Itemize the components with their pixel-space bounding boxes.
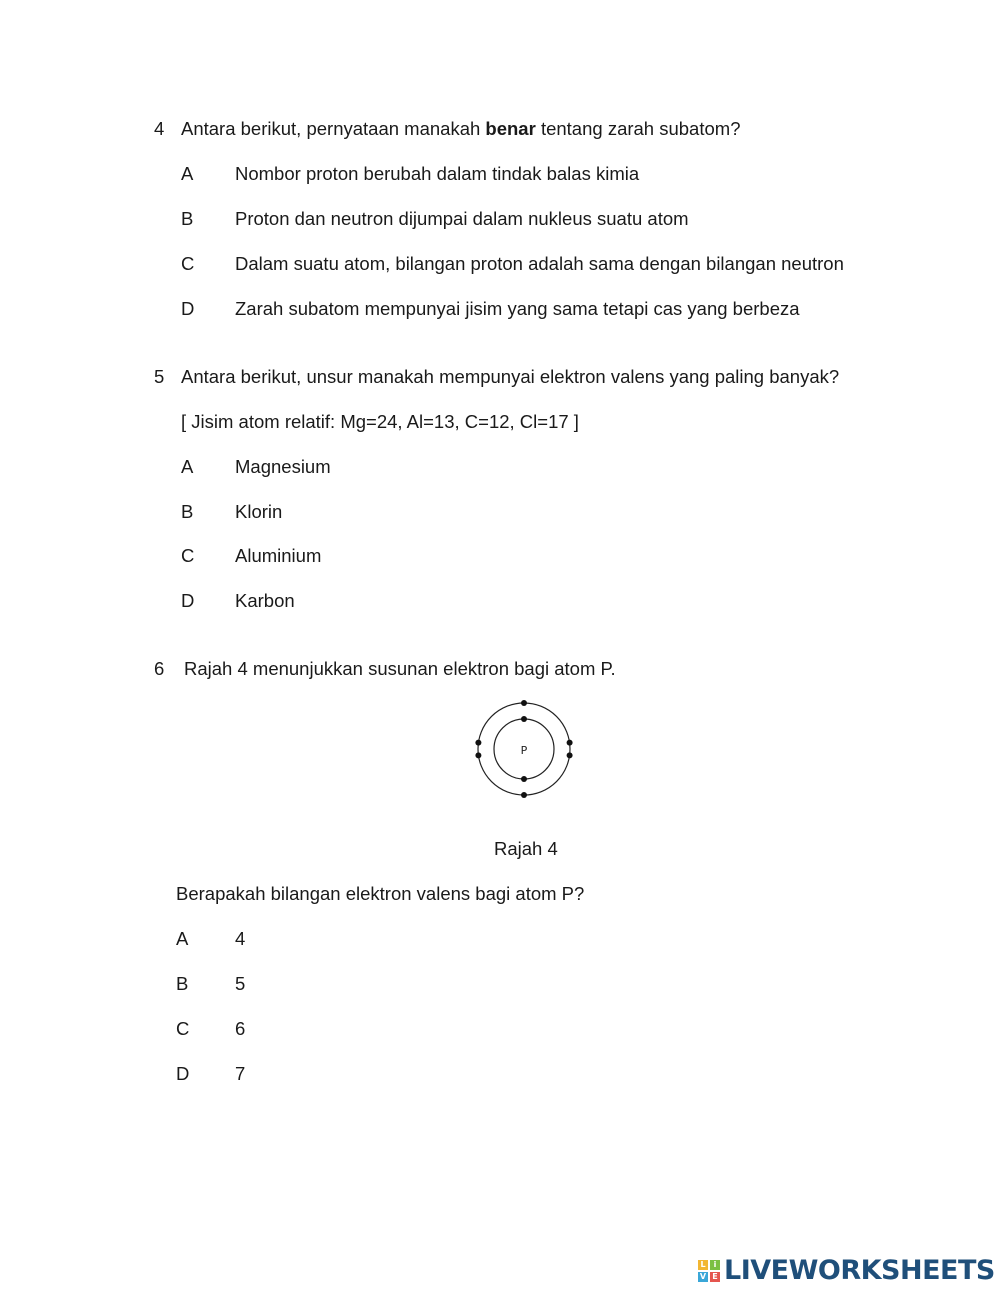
atom-p-diagram: [470, 698, 580, 802]
q5-option-d-text[interactable]: Karbon: [235, 590, 295, 611]
q6-option-d-letter[interactable]: D: [176, 1063, 190, 1084]
diagram-caption: Rajah 4: [494, 838, 558, 859]
q6-option-b-letter[interactable]: B: [176, 973, 189, 994]
q5-option-b-letter[interactable]: B: [181, 501, 194, 522]
q4-option-a-letter[interactable]: A: [181, 163, 194, 184]
q4-option-d-text[interactable]: Zarah subatom mempunyai jisim yang sama tetapi cas yang berbeza: [235, 298, 800, 319]
q4-option-b-text[interactable]: Proton dan neutron dijumpai dalam nukleus suatu atom: [235, 208, 689, 229]
outer-electron: [567, 740, 573, 746]
q5-option-a-text[interactable]: Magnesium: [235, 456, 331, 477]
q5-note: [ Jisim atom relatif: Mg=24, Al=13, C=12, Cl=17 ]: [181, 411, 579, 432]
q4-stem-after: tentang zarah subatom?: [535, 118, 741, 139]
q4-number: 4: [154, 118, 165, 139]
q5-number: 5: [154, 366, 165, 387]
q4-option-c-text[interactable]: Dalam suatu atom, bilangan proton adalah sama dengan bilangan neutron: [235, 253, 844, 274]
q4-stem-bold: benar: [485, 118, 536, 139]
q6-option-a-text[interactable]: 4: [235, 928, 246, 949]
inner-electron: [521, 716, 527, 722]
q4-stem-before: Antara berikut, pernyataan manakah: [181, 118, 486, 139]
outer-electron: [567, 752, 573, 758]
q4-stem: [181, 118, 740, 140]
q5-option-c-text[interactable]: Aluminium: [235, 545, 322, 566]
q4-option-d-letter[interactable]: D: [181, 298, 195, 319]
outer-electron: [475, 752, 481, 758]
q5-option-a-letter[interactable]: A: [181, 456, 194, 477]
logo-letter: L: [698, 1260, 708, 1270]
q6-option-d-text[interactable]: 7: [235, 1063, 246, 1084]
q6-question: Berapakah bilangan elektron valens bagi atom P?: [176, 883, 585, 904]
inner-electron: [521, 776, 527, 782]
q5-option-c-letter[interactable]: C: [181, 545, 195, 566]
q6-option-b-text[interactable]: 5: [235, 973, 246, 994]
logo-letter: i: [710, 1260, 720, 1270]
nucleus-label: P: [520, 744, 528, 757]
q5-option-d-letter[interactable]: D: [181, 590, 195, 611]
q6-number: 6: [154, 658, 165, 679]
q4-option-b-letter[interactable]: B: [181, 208, 194, 229]
q5-option-b-text[interactable]: Klorin: [235, 501, 283, 522]
logo-letter: V: [699, 1271, 707, 1281]
q4-option-a-text[interactable]: Nombor proton berubah dalam tindak balas kimia: [235, 163, 640, 184]
outer-electron: [521, 700, 527, 706]
q6-stem: Rajah 4 menunjukkan susunan elektron bagi atom P.: [184, 658, 616, 679]
q6-option-c-text[interactable]: 6: [235, 1018, 246, 1039]
outer-electron: [521, 792, 527, 798]
q6-option-a-letter[interactable]: A: [176, 928, 189, 949]
liveworksheets-logo[interactable]: [698, 1255, 995, 1286]
outer-electron: [475, 740, 481, 746]
q5-stem: Antara berikut, unsur manakah mempunyai elektron valens yang paling banyak?: [181, 366, 840, 387]
q4-option-c-letter[interactable]: C: [181, 253, 195, 274]
q6-option-c-letter[interactable]: C: [176, 1018, 190, 1039]
logo-letter: E: [710, 1272, 720, 1282]
brand-name: LIVEWORKSHEETS: [724, 1255, 995, 1286]
logo-mark-icon: [698, 1260, 720, 1282]
